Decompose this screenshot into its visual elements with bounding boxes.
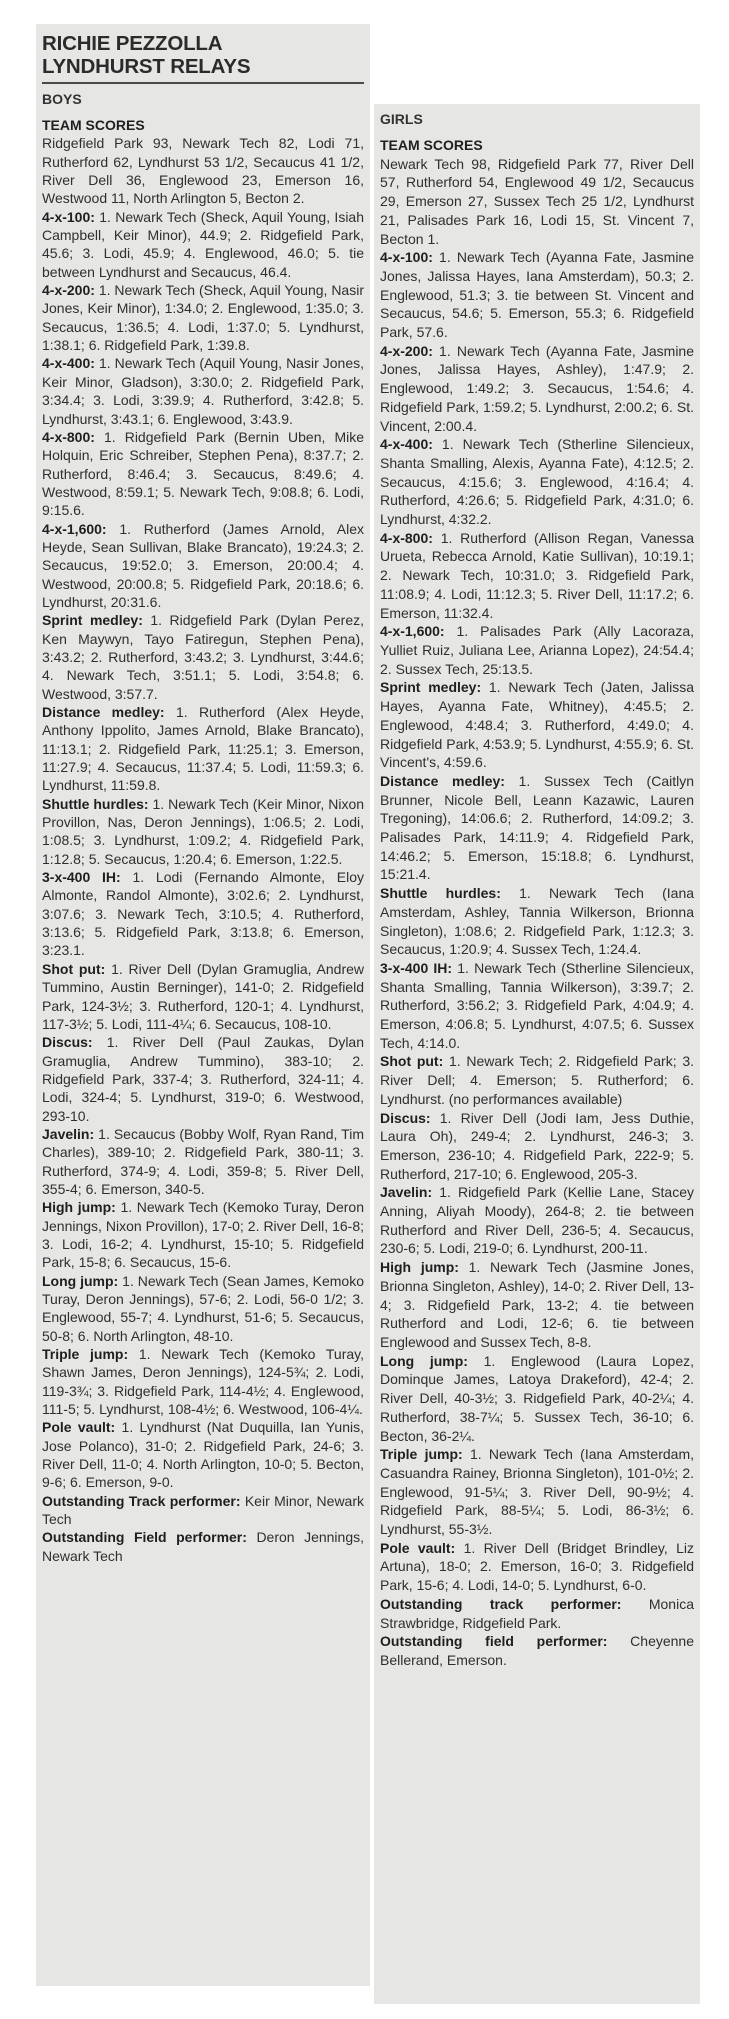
event-result bbox=[380, 1183, 694, 1258]
event-label: Sprint medley: bbox=[42, 612, 143, 629]
event-result bbox=[380, 529, 694, 623]
event-result bbox=[42, 208, 364, 281]
event-label: 4-x-800: bbox=[42, 428, 95, 445]
event-label: Sprint medley: bbox=[380, 679, 482, 696]
event-label: 4-x-100: bbox=[42, 208, 95, 225]
event-label: Distance medley: bbox=[380, 772, 505, 789]
event-text: 1. Rutherford (Alex Heyde, Anthony Ippolito, James Arnold, Blake Brancato), 11:13.1; 2. Ridgefield Park, 11:25.1; 3. Emerson, 11:27.9; 4. Secaucus, 11:37.4; 5. Lodi, 11:59.3; 6. Lyndhurst, 11:59.8. bbox=[42, 704, 364, 794]
event-label: 4-x-100: bbox=[380, 249, 433, 266]
event-text: 1. Ridgefield Park (Dylan Perez, Ken Maywyn, Tayo Fatiregun, Stephen Pena), 3:43.2; 2. Rutherford, 3:43.2; 3. Lyndhurst, 3:44.6; 4. Newark Tech, 3:51.1; 5. Lodi, 3:54.8; 6. Westwood, 3:57.7. bbox=[42, 612, 364, 702]
event-result bbox=[380, 1109, 694, 1184]
event-text: 1. Ridgefield Park (Kellie Lane, Stacey Anning, Aliyah Moody), 264-8; 2. tie between Rutherford and River Dell, 236-5; 4. Secaucus, 230-6; 5. Lodi, 219-0; 6. Lyndhurst, 200-11. bbox=[380, 1184, 695, 1257]
event-result bbox=[42, 1198, 364, 1271]
event-text: 1. Englewood (Laura Lopez, Dominque James, Latoya Drakeford), 42-4; 2. River Dell, 40-3½; 3. Ridgefield Park, 40-2¼; 4. Rutherford, 38-7¼; 5. Sussex Tech, 36-10; 6. Becton, 36-2¼. bbox=[380, 1352, 695, 1444]
event-text: 1. Newark Tech (Stherline Silencieux, Shanta Smalling, Alexis, Ayanna Fate), 4:12.5; 2. Secaucus, 4:15.6; 3. Englewood, 4:16.4; 4. Rutherford, 4:26.6; 5. Ridgefield Park, 4:31.0; 6. Lyndhurst, 4:32.2. bbox=[380, 436, 694, 528]
event-result bbox=[380, 1052, 694, 1108]
event-result bbox=[42, 281, 364, 354]
headline-rule bbox=[42, 82, 364, 84]
event-text: Deron Jennings, Newark Tech bbox=[42, 1529, 365, 1564]
event-result bbox=[380, 622, 694, 678]
event-result bbox=[42, 703, 364, 795]
event-text: 1. Rutherford (Allison Regan, Vanessa Urueta, Rebecca Arnold, Katie Sullivan), 10:19.1; 2. Newark Tech, 10:31.0; 3. Ridgefield Park, 11:08.9; 4. Lodi, 11:12.3; 5. River Dell, 11:17.2; 6. Emerson, 11:32.4. bbox=[380, 529, 695, 621]
event-label: Outstanding field performer: bbox=[380, 1633, 608, 1650]
section-title-boys: BOYS bbox=[42, 91, 82, 107]
event-label: High jump: bbox=[42, 1199, 116, 1216]
event-result bbox=[380, 1445, 694, 1539]
event-result bbox=[380, 678, 694, 772]
event-result bbox=[380, 342, 694, 436]
event-text: Ridgefield Park 93, Newark Tech 82, Lodi 71, Rutherford 62, Lyndhurst 53 1/2, Secaucus 41 1/2, River Dell 36, Englewood 23, Emerson 16, Westwood 11, North Arlington 5, Becton 2. bbox=[42, 135, 364, 207]
event-text: 1. Newark Tech (Jaten, Jalissa Hayes, Ayanna Fate, Whitney), 4:45.5; 2. Englewood, 4:48.4; 3. Rutherford, 4:49.0; 4. Ridgefield Park, 4:53.9; 5. Lyndhurst, 4:55.9; 6. St. Vincent's, 4:59.6. bbox=[380, 679, 694, 771]
event-text: 1. Newark Tech (Sean James, Kemoko Turay, Deron Jennings), 57-6; 2. Lodi, 56-0 1/2; 3. Englewood, 55-7; 4. Lyndhurst, 51-6; 5. Secaucus, 50-8; 6. North Arlington, 48-10. bbox=[42, 1272, 365, 1344]
event-text: 1. Ridgefield Park (Bernin Uben, Mike Holquin, Eric Schreiber, Stephen Pena), 8:37.7; 2. Rutherford, 8:46.4; 3. Secaucus, 8:49.6; 4. Westwood, 8:59.1; 5. Newark Tech, 9:08.8; 6. Lodi, 9:15.6. bbox=[42, 428, 364, 519]
event-result bbox=[380, 1595, 694, 1632]
event-label: 4-x-1,600: bbox=[42, 520, 107, 537]
event-text: Monica Strawbridge, Ridgefield Park. bbox=[380, 1595, 694, 1631]
event-label: 3-x-400 IH: bbox=[380, 959, 453, 976]
event-text: 1. Newark Tech (Kemoko Turay, Deron Jennings, Nixon Provillon), 17-0; 2. River Dell, 16-8; 3. Lodi, 16-2; 4. Lyndhurst, 15-10; 5. Ridgefield Park, 15-8; 6. Secaucus, 15-6. bbox=[42, 1199, 364, 1271]
event-text: Cheyenne Bellerand, Emerson. bbox=[380, 1633, 694, 1668]
event-text: 1. Newark Tech (Kemoko Turay, Shawn James, Deron Jennings), 124-5¾; 2. Lodi, 119-3¾; 3. Ridgefield Park, 114-4½; 4. Englewood, 111-5; 5. Lyndhurst, 108-4½; 6. Westwood, 106-4¼. bbox=[42, 1346, 364, 1418]
event-text: Keir Minor, Newark Tech bbox=[42, 1492, 364, 1528]
event-label: Outstanding Field performer: bbox=[42, 1529, 247, 1546]
event-label: High jump: bbox=[380, 1259, 459, 1276]
event-label: Outstanding track performer: bbox=[380, 1595, 622, 1612]
event-text: 1. Newark Tech (Sheck, Aquil Young, Isiah Campbell, Keir Minor), 44.9; 2. Ridgefield Park, 45.6; 3. Lodi, 45.9; 4. Englewood, 46.0; 5. tie between Lyndhurst and Secaucus, 46.4. bbox=[42, 208, 364, 280]
event-label: Shuttle hurdles: bbox=[380, 885, 501, 902]
girls-results-clipping bbox=[374, 104, 700, 2004]
event-result bbox=[380, 1352, 694, 1446]
event-text: 1. Secaucus (Bobby Wolf, Ryan Rand, Tim Charles), 389-10; 2. Ridgefield Park, 380-11; 3. Rutherford, 374-9; 4. Lodi, 359-8; 5. River Dell, 355-4; 6. Emerson, 340-5. bbox=[42, 1125, 364, 1197]
event-label: Discus: bbox=[380, 1109, 431, 1126]
event-result bbox=[42, 1125, 364, 1198]
event-text: 1. Sussex Tech (Caitlyn Brunner, Nicole Bell, Leann Kazawic, Lauren Tregoning), 14:06.6; 2. Rutherford, 14:09.2; 3. Palisades Park, 14:11.9; 4. Ridgefield Park, 14:46.2; 5. Emerson, 15:18.8; 6. Lyndhurst, 15:21.4. bbox=[380, 772, 694, 883]
event-text: 1. Newark Tech; 2. Ridgefield Park; 3. River Dell; 4. Emerson; 5. Rutherford; 6. Lyndhurst. (no performances available) bbox=[380, 1053, 695, 1107]
event-text: 1. Newark Tech (Ayanna Fate, Jasmine Jones, Jalissa Hayes, Iana Amsterdam), 50.3; 2. Englewood, 51.3; 3. tie between St. Vincent and Secaucus, 54.6; 5. Emerson, 55.3; 6. Ridgefield Park, 57.6. bbox=[380, 249, 695, 341]
event-text: 1. Lyndhurst (Nat Duquilla, Ian Yunis, Jose Polanco), 31-0; 2. Ridgefield Park, 24-6; 3. River Dell, 11-0; 4. North Arlington, 10-0; 5. Becton, 9-6; 6. Emerson, 9-0. bbox=[42, 1419, 364, 1491]
event-label: Javelin: bbox=[42, 1125, 95, 1142]
event-label: TEAM SCORES bbox=[42, 117, 145, 133]
event-label: Triple jump: bbox=[380, 1446, 463, 1463]
boys-event-list bbox=[42, 116, 364, 1565]
event-result bbox=[42, 116, 364, 208]
event-text: 1. Palisades Park (Ally Lacoraza, Yulliet Ruiz, Juliana Lee, Arianna Lopez), 24:54.4; 2. Sussex Tech, 25:13.5. bbox=[380, 623, 694, 677]
event-result bbox=[380, 248, 694, 342]
girls-event-list bbox=[380, 136, 694, 1670]
event-result bbox=[380, 136, 694, 248]
event-result bbox=[380, 1539, 694, 1595]
event-result bbox=[42, 868, 364, 960]
headline: LYNDHURST RELAYS bbox=[42, 55, 251, 78]
event-label: Javelin: bbox=[380, 1184, 433, 1201]
event-label: Discus: bbox=[42, 1034, 93, 1051]
event-label: 4-x-800: bbox=[380, 529, 433, 546]
event-result bbox=[380, 959, 694, 1053]
event-result bbox=[380, 1632, 694, 1669]
event-result bbox=[42, 1272, 364, 1345]
byline: RICHIE PEZZOLLA bbox=[42, 32, 223, 55]
event-result bbox=[42, 1528, 364, 1565]
event-text: 1. Newark Tech (Keir Minor, Nixon Provillon, Nas, Deron Jennings), 1:06.5; 2. Lodi, 1:08.5; 3. Lyndhurst, 1:09.2; 4. Ridgefield Park, 1:12.8; 5. Secaucus, 1:20.4; 6. Emerson, 1:22.5. bbox=[42, 795, 365, 867]
event-label: Distance medley: bbox=[42, 704, 165, 720]
event-label: Shot put: bbox=[42, 960, 106, 977]
event-label: Pole vault: bbox=[42, 1419, 116, 1436]
event-text: 1. River Dell (Jodi Iam, Jess Duthie, Laura Oh), 249-4; 2. Lyndhurst, 246-3; 3. Emerson, 236-10; 4. Ridgefield Park, 222-9; 5. Rutherford, 217-10; 6. Englewood, 205-3. bbox=[380, 1109, 694, 1182]
event-text: 1. Lodi (Fernando Almonte, Eloy Almonte, Randol Almonte), 3:02.6; 2. Lyndhurst, 3:07.6; 3. Newark Tech, 3:10.5; 4. Rutherford, 3:13.6; 5. Ridgefield Park, 3:13.8; 6. Emerson, 3:23.1. bbox=[42, 869, 364, 959]
event-text: 1. Newark Tech (Stherline Silencieux, Shanta Smalling, Tannia Wilkerson), 3:39.7; 2. Rutherford, 3:56.2; 3. Ridgefield Park, 4:04.9; 4. Emerson, 4:06.8; 5. Lyndhurst, 4:07.5; 6. Sussex Tech, 4:14.0. bbox=[380, 959, 694, 1051]
event-result bbox=[42, 960, 364, 1033]
event-result bbox=[380, 884, 694, 959]
event-result bbox=[42, 1033, 364, 1125]
event-result bbox=[42, 795, 364, 868]
event-label: Pole vault: bbox=[380, 1539, 456, 1556]
event-text: 1. Newark Tech (Sheck, Aquil Young, Nasir Jones, Keir Minor), 1:34.0; 2. Englewood, 1:35.0; 3. Secaucus, 1:36.5; 4. Lodi, 1:37.0; 5. Lyndhurst, 1:38.1; 6. Ridgefield Park, 1:39.8. bbox=[42, 282, 364, 354]
section-title-girls: GIRLS bbox=[380, 111, 423, 127]
boys-results-clipping bbox=[36, 24, 370, 1986]
event-text: 1. Rutherford (James Arnold, Alex Heyde, Sean Sullivan, Blake Brancato), 19:24.3; 2. Secaucus, 19:52.0; 3. Emerson, 20:00.4; 4. Westwood, 20:00.8; 5. Ridgefield Park, 20:18.6; 6. Lyndhurst, 20:31.6. bbox=[42, 520, 365, 610]
event-result bbox=[42, 1345, 364, 1418]
event-result bbox=[42, 1418, 364, 1491]
event-text: 1. River Dell (Bridget Brindley, Liz Artuna), 18-0; 2. Emerson, 16-0; 3. Ridgefield Park, 15-6; 4. Lodi, 14-0; 5. Lyndhurst, 6-0. bbox=[380, 1539, 694, 1594]
event-result bbox=[42, 520, 364, 612]
event-text: 1. Newark Tech (Iana Amsterdam, Casuandra Rainey, Brionna Singleton), 101-0½; 2. Englewood, 91-5¼; 3. River Dell, 90-9½; 4. Ridgefield Park, 88-5¼; 5. Lodi, 86-3½; 6. Lyndhurst, 55-3½. bbox=[380, 1446, 694, 1538]
event-label: Triple jump: bbox=[42, 1346, 129, 1363]
event-label: 4-x-1,600: bbox=[380, 623, 445, 640]
event-text: 1. Newark Tech (Ayanna Fate, Jasmine Jones, Jalissa Hayes, Ashley), 1:47.9; 2. Englewood, 1:49.2; 3. Secaucus, 1:54.6; 4. Ridgefield Park, 1:59.2; 5. Lyndhurst, 2:00.2; 6. St. Vincent, 2:00.4. bbox=[380, 342, 695, 434]
event-label: Long jump: bbox=[42, 1272, 119, 1289]
event-label: 4-x-400: bbox=[380, 436, 433, 453]
event-label: 4-x-200: bbox=[42, 282, 95, 299]
event-text: Newark Tech 98, Ridgefield Park 77, River Dell 57, Rutherford 54, Englewood 49 1/2, Secaucus 29, Emerson 27, Sussex Tech 25 1/2, Lyndhurst 21, Palisades Park 16, Lodi 15, St. Vincent 7, Becton 1. bbox=[380, 155, 694, 247]
event-result bbox=[42, 428, 364, 520]
event-label: 4-x-200: bbox=[380, 342, 433, 359]
event-result bbox=[380, 1258, 694, 1352]
event-label: Shot put: bbox=[380, 1053, 444, 1070]
event-result bbox=[42, 1492, 364, 1529]
event-text: 1. Newark Tech (Jasmine Jones, Brionna Singleton, Ashley), 14-0; 2. River Dell, 13-4; 3. Ridgefield Park, 13-2; 4. tie between Rutherford and Lodi, 12-6; 6. tie between Englewood and Sussex Tech, 8-8. bbox=[380, 1259, 694, 1350]
event-label: 4-x-400: bbox=[42, 355, 95, 372]
event-text: 1. Newark Tech (Aquil Young, Nasir Jones, Keir Minor, Gladson), 3:30.0; 2. Ridgefield Park, 3:34.4; 3. Lodi, 3:39.9; 4. Rutherford, 3:42.8; 5. Lyndhurst, 3:43.1; 6. Englewood, 3:43.9. bbox=[42, 355, 364, 427]
event-label: 3-x-400 IH: bbox=[42, 869, 121, 886]
event-text: 1. Newark Tech (Iana Amsterdam, Ashley, Tannia Wilkerson, Brionna Singleton), 1:08.6; 2. Ridgefield Park, 1:12.3; 3. Secaucus, 1:20.9; 4. Sussex Tech, 1:24.4. bbox=[380, 885, 695, 958]
event-label: Shuttle hurdles: bbox=[42, 795, 149, 812]
event-label: Long jump: bbox=[380, 1352, 468, 1369]
event-label: Outstanding Track performer: bbox=[42, 1492, 241, 1509]
event-result bbox=[42, 611, 364, 703]
event-text: 1. River Dell (Paul Zaukas, Dylan Gramuglia, Andrew Tummino), 383-10; 2. Ridgefield Park, 337-4; 3. Rutherford, 324-11; 4. Lodi, 324-4; 5. Lyndhurst, 319-0; 6. Westwood, 293-10. bbox=[42, 1034, 365, 1124]
event-result bbox=[42, 354, 364, 427]
event-result bbox=[380, 435, 694, 529]
event-result bbox=[380, 772, 694, 884]
event-text: 1. River Dell (Dylan Gramuglia, Andrew Tummino, Austin Berninger), 141-0; 2. Ridgefield Park, 124-3½; 3. Rutherford, 120-1; 4. Lyndhurst, 117-3½; 5. Lodi, 111-4¼; 6. Secaucus, 108-10. bbox=[42, 960, 365, 1032]
event-label: TEAM SCORES bbox=[380, 137, 483, 153]
